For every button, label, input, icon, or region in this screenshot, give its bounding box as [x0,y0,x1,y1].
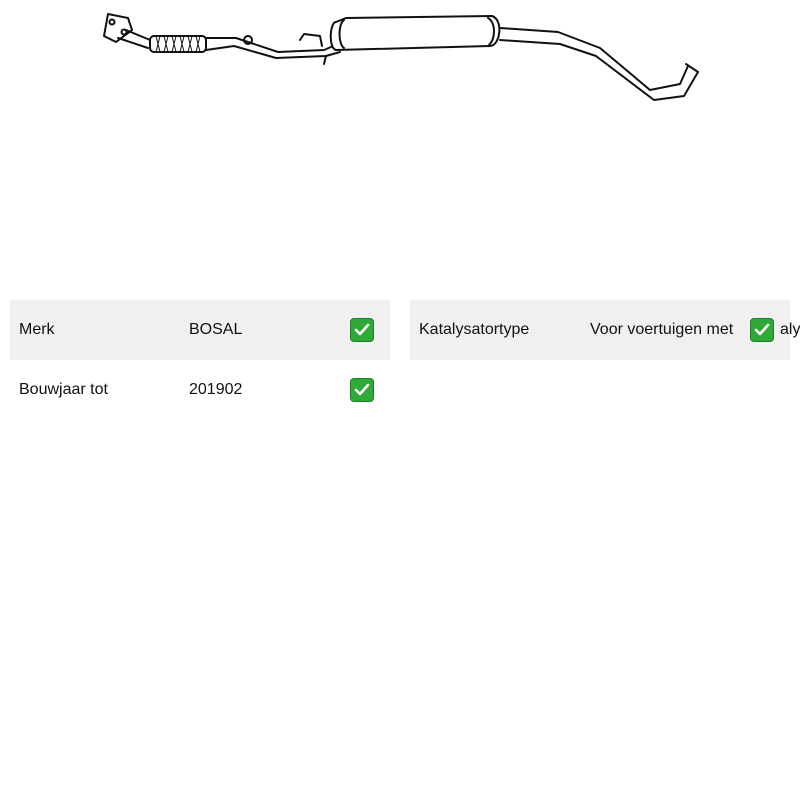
spec-value: BOSAL [189,321,243,338]
check-mark-icon [750,318,774,342]
spec-value: Voor voertuigen met [590,321,734,338]
spec-label: Bouwjaar tot [19,381,108,398]
spec-row-bouwjaar-tot [10,360,390,420]
spec-row-merk [10,300,390,360]
spec-table-right [410,300,800,360]
spec-label: Katalysatortype [419,321,530,338]
check-mark-icon [350,378,374,402]
spec-table-left [10,300,390,420]
spec-value-overflow: aly [780,321,800,338]
check-mark-icon [350,318,374,342]
spec-label: Merk [19,321,55,338]
spec-value: 201902 [189,381,243,398]
exhaust-pipe-image [100,8,700,104]
spec-row-katalysatortype [410,300,800,360]
